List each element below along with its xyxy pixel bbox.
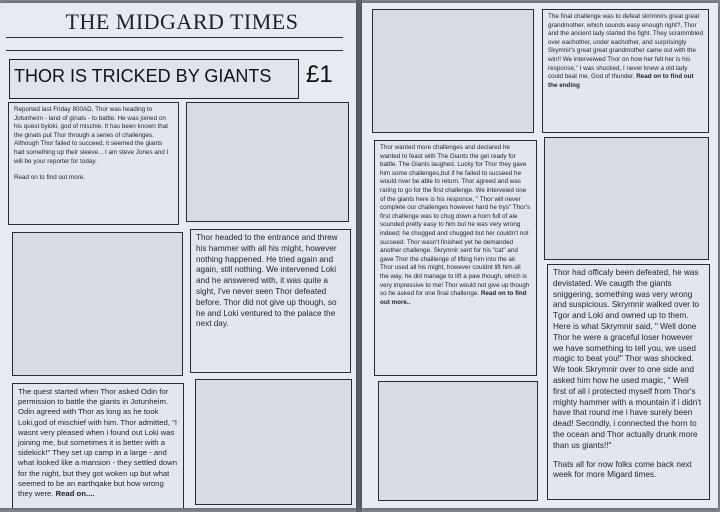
article-intro-box — [8, 102, 179, 225]
price-label: £1 — [306, 61, 333, 88]
headline: THOR IS TRICKED BY GIANTS — [14, 66, 272, 86]
masthead-rule-lower — [6, 50, 343, 51]
headline-box — [9, 59, 299, 99]
article-quest-footer: Read on.... — [55, 489, 95, 499]
left-page — [0, 3, 356, 508]
article-intro-text: Reported last Friday 800AD, Thor was heading to Jotunheim - land of ginats - to battle. He was joined on his quest byloki, god of mischie. It has been known that the ginats put Thor through a series of challenges. Although Thor failed to succeed, it seemed the giants had something up their sleeve... I am steve Jones and I will be your reporter for today. — [14, 106, 169, 165]
article-intro-footer: Read on to find out more. — [14, 174, 86, 182]
article-defeat-footer: Thats all for now folks come back next week for more Migard times. — [553, 459, 692, 480]
image-placeholder — [12, 232, 183, 376]
article-challenges-box — [374, 140, 537, 376]
article-quest-box — [12, 383, 184, 508]
article-challenges-footer: Read on to find out more.. — [380, 290, 527, 306]
article-hammer-text: Thor headed to the entrance and threw his hammer with all his might, however nothing happened. He tried again and again, still nothing. We intervened Loki and he answered with, it was quite a sight, I've never seen Thor defeated before. Thor did not give up though, so he and Loki ventured to the palace the next day. — [196, 233, 338, 329]
image-placeholder — [378, 381, 538, 501]
image-placeholder — [186, 102, 349, 222]
image-placeholder — [372, 9, 534, 133]
article-quest-text: The quest started when Thor asked Odin for permission to battle the giants in Jotunheim. Odin agreed with Thor as long as he took Loki,god of mischief with him. Thor admitted, "I wasnt very pleased when i found out Loki was joining me, but sometimes it is better with a sidekick!" They set up camp in a large - and what looked like a mansion - they settled down for the night, but they got woken up but what seemed to be an earthqake but how wrong they were. — [18, 387, 177, 499]
article-defeat-text: Thor had officaly been defeated, he was devistated. We caugth the giants sniggering, something was very wrong and suspicious. Skrymnir walked over to Tgor and Loki and owned up to them. Here is what Skrymnir said, " Well done Thor he were a graceful loser however we have something to tell you, we used magic to beat you!" Thor was shocked. We took Skrymnir over to one side and asked him how he used magic, " Well first of all i protected myself from Thor's mighty hammer with a mountain if i didn't have that round me i have surely been dead! Secondly, i connected the horn to the ocean and Thor actually drunk more than us giants!!" — [553, 268, 702, 450]
newspaper-masthead: THE MIDGARD TIMES — [65, 9, 299, 34]
right-page — [362, 3, 718, 508]
article-hammer-box — [190, 229, 351, 373]
article-grandmother-text: The final challenge was to defeat skrimnirs great great grandmother, which sounds easy enough right?, Thor and the ancient lady started the fight. They scrammbled over eachother, under eachother, and surprisingly Skymnir's great great grandmother came out with the win!! We interveiwed Thor on how her felt her is his response," I was shocked, I never knew a old lady could beat me, God of thunder. — [548, 13, 703, 81]
article-challenges-text: Thor wanted more challenges and declared he wanted to feast with The Giants the get ready for battle. The Giants laughed. Lucky for Thor they gave him some challenges,but if he failed to sucseed he would nver be able to return. Thor agreed and was raring to go for the first challenge. We interveied one of the giants here is his responce, " Thor will never complete our challenges however hard he trys" Thor's first challenge was to chug down a horn full of ale sounded pretty easy to him but he was very wrong indeed; he chugged and chugged but her couldn't not sucseed. Thor wasn't finished yet he demanded another challenge. Skrymnir sent for his "cat" and gave Thor the chaillenge of lifting him into the air. Thor used all his might, however couldnt lift him all the way, he did manage to lift a paw though, which is very impressive to me! Thor would not give up though so he asked for one final challenge. — [380, 144, 530, 298]
article-defeat-box — [547, 264, 710, 500]
article-grandmother-box — [542, 9, 709, 133]
image-placeholder — [195, 379, 352, 505]
masthead-rule — [6, 37, 343, 38]
article-grandmother-footer: Read on to find out the ending — [548, 73, 694, 89]
image-placeholder — [544, 137, 709, 260]
